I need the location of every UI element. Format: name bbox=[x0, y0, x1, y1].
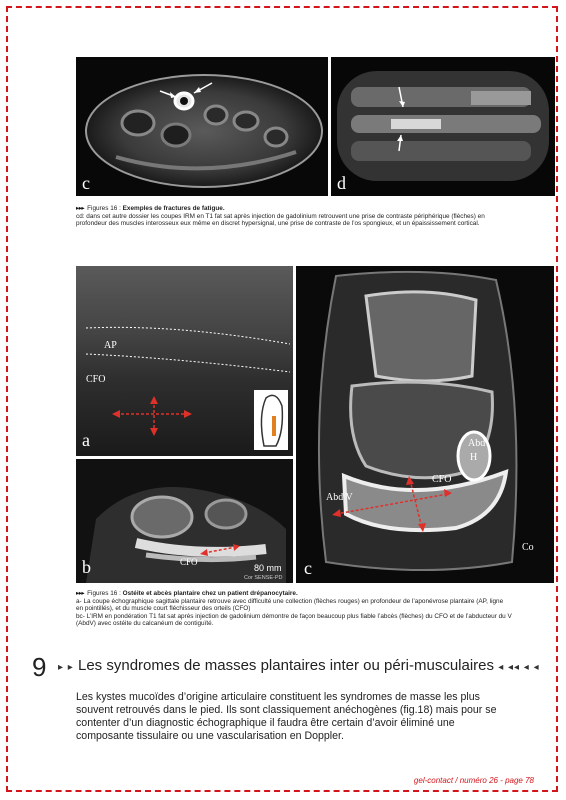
caption-arrows: ▸▸▸ bbox=[76, 205, 85, 212]
annotation-abd-h-2: H bbox=[470, 452, 478, 463]
figure-caption-top bbox=[76, 205, 512, 228]
section-body-paragraph: Les kystes mucoïdes d’origine articulaire constituent les syndromes de masse les plus souvent retrouvés dans le pied. Ils sont classiquement anéchogènes (fig.18) mais pour se contenter d’un diagnostic échographique il faudra être certain d’avoir éliminé une composante tissulaire ou une vascularisation en Doppler. bbox=[76, 691, 497, 742]
caption-arrows-bottom: ▸▸▸ bbox=[76, 590, 85, 597]
panel-label-c-bottom: c bbox=[304, 558, 312, 578]
section-heading bbox=[58, 657, 540, 674]
annotation-cfo-b: CFO bbox=[180, 557, 198, 567]
section-trail-chevrons: ◂ ◂◂ ◂ ◂ bbox=[498, 662, 540, 673]
caption-line-a: a- La coupe échographique sagittale plantaire retrouve avec difficulté une collection (flèches rouges) en profondeur de l’aponévrose plantaire (AP, ligne en pointillés), et du muscle court fléchisseur des orteils (CFO) bbox=[76, 597, 504, 613]
page-footer: gel-contact / numéro 26 - page 78 bbox=[413, 776, 534, 785]
annotation-co: Co bbox=[522, 542, 534, 553]
annotation-scale: 80 mm bbox=[254, 563, 282, 573]
panel-label-a: a bbox=[82, 430, 90, 450]
figure-caption-bottom bbox=[76, 590, 512, 628]
mri-image-c-coronal bbox=[296, 266, 554, 583]
section-number: 9 bbox=[32, 652, 47, 682]
annotation-cfo-c: CFO bbox=[432, 474, 452, 485]
mri-image-d-coronal bbox=[331, 57, 555, 196]
caption-line-bc: bc- L’IRM en pondération T1 fat sat après injection de gadolinium démontre de façon beaucoup plus fiable l’abcès (flèches) du CFO et de l’abducteur du V (AbdV) avec ostéite du calcanéum de contiguïté. bbox=[76, 612, 512, 628]
annotation-sequence: Cor SENSE-PD bbox=[244, 575, 283, 581]
section-title: Les syndromes de masses plantaires inter ou péri-musculaires bbox=[78, 657, 495, 674]
annotation-ap: AP bbox=[104, 340, 117, 351]
panel-label-c: c bbox=[82, 173, 90, 193]
mri-image-c-axial bbox=[76, 57, 328, 196]
ultrasound-image-a bbox=[76, 266, 293, 456]
annotation-abd-h-1: Abd bbox=[468, 438, 486, 449]
caption-text: cd: dans cet autre dossier les coupes IRM en T1 fat sat après injection de gadolinium retrouvent une prise de contraste périphérique (flèches) en profondeur des muscles interosseux eux même en discret hypersignal, une prise de contraste de l’os spongieux, et un épaississement cortical. bbox=[76, 212, 485, 228]
panel-label-b: b bbox=[82, 557, 91, 577]
annotation-cfo-a: CFO bbox=[86, 374, 106, 385]
caption-title: Exemples de fractures de fatigue. bbox=[122, 205, 225, 212]
annotation-abd-v: Abd V bbox=[326, 492, 353, 503]
section-lead-chevrons: ▸ ▸ bbox=[58, 662, 74, 673]
caption-title-prefix: Figures 16 : bbox=[87, 205, 123, 212]
caption-title-bottom: Ostéite et abcès plantaire chez un patient drépanocytaire. bbox=[122, 590, 298, 597]
mri-image-b-sagittal bbox=[76, 459, 293, 583]
panel-label-d: d bbox=[337, 173, 346, 193]
caption-title-prefix-bottom: Figures 16 : bbox=[87, 590, 123, 597]
